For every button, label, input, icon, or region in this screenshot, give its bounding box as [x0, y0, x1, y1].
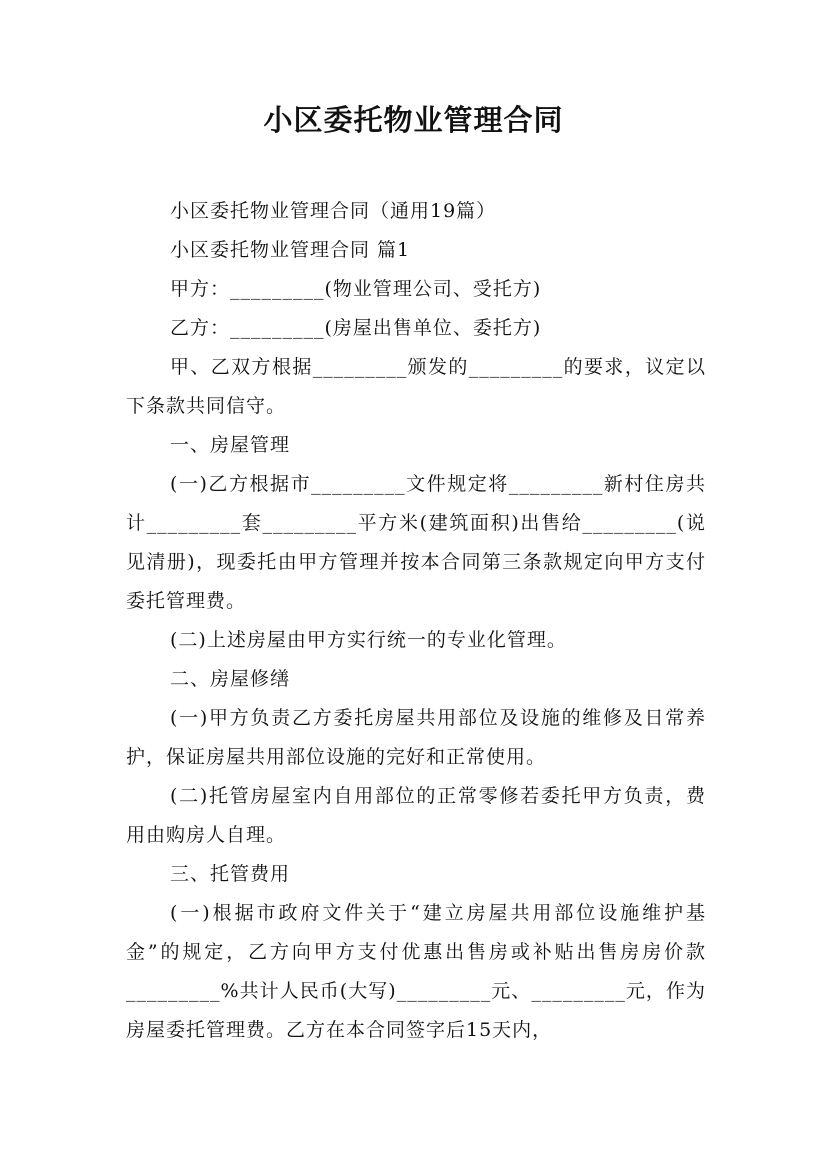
paragraph-heading-fees: 三、托管费用	[170, 863, 291, 885]
paragraph-clause: (一)甲方负责乙方委托房屋共用部位及设施的维修及日常养护，保证房屋共用部位设施的完好和正常使用。	[126, 707, 706, 768]
paragraph-clause: (二)上述房屋由甲方实行统一的专业化管理。	[170, 629, 567, 651]
paragraph-party-a: 甲方：_________(物业管理公司、受托方)	[170, 278, 542, 300]
paragraph-heading-housing-management: 一、房屋管理	[170, 434, 291, 456]
document-title: 小区委托物业管理合同	[263, 103, 564, 137]
paragraph-subtitle: 小区委托物业管理合同（通用19篇）	[170, 200, 497, 222]
paragraph-heading-repairs: 二、房屋修缮	[170, 668, 291, 690]
document-body	[126, 192, 706, 1050]
paragraph-section-heading: 小区委托物业管理合同 篇1	[170, 239, 411, 261]
paragraph-preamble: 甲、乙双方根据_________颁发的_________的要求，议定以下条款共同信守。	[126, 356, 706, 417]
paragraph-party-b: 乙方：_________(房屋出售单位、委托方)	[170, 317, 542, 339]
paragraph-clause: (二)托管房屋室内自用部位的正常零修若委托甲方负责，费用由购房人自理。	[126, 785, 706, 846]
paragraph-clause: (一)乙方根据市_________文件规定将_________新村住房共计_________套_________平方米(建筑面积)出售给_________(说见清册)，现委托由甲方管理并按本合同第三条款规定向甲方支付委托管理费。	[126, 473, 706, 612]
paragraph-clause: (一)根据市政府文件关于“建立房屋共用部位设施维护基金”的规定，乙方向甲方支付优惠出售房或补贴出售房房价款_________%共计人民币(大写)_________元、_________元，作为房屋委托管理费。乙方在本合同签字后15天内，	[126, 902, 706, 1041]
